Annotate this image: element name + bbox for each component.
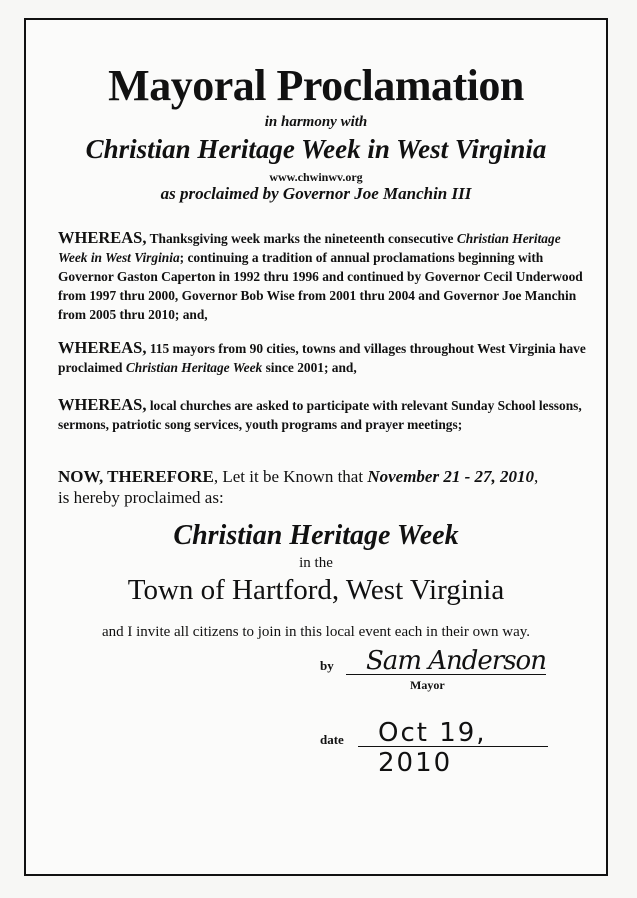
now-therefore-paragraph xyxy=(58,466,598,508)
invite-text: and I invite all citizens to join in this local event each in their own way. xyxy=(101,624,531,640)
signature-row xyxy=(320,646,560,680)
whereas-lead: WHEREAS, xyxy=(58,338,147,357)
event-heading: Christian Heritage Week in West Virginia xyxy=(85,134,547,164)
whereas-emphasis: Christian Heritage Week xyxy=(125,360,263,375)
date-row xyxy=(320,716,560,778)
whereas-paragraph xyxy=(58,338,586,377)
mayor-label: Mayor xyxy=(410,678,445,692)
signature-line xyxy=(346,674,546,675)
handwritten-date: Oct 19, 2010 xyxy=(378,718,487,778)
whereas-text: ; continuing a tradition of annual proclamations beginning with Governor Gaston Caperton in 1992 thru 1996 and continued by Governor Cecil Underwood from 1997 thru 2000, Governor Bob Wise from 2001 thru 2004 and Governor Joe Manchin from 2005 thru 2010; and, xyxy=(58,250,583,322)
document-title: Mayoral Proclamation xyxy=(108,61,524,110)
now-line2: is hereby proclaimed as: xyxy=(58,488,224,507)
whereas-text: since 2001; and, xyxy=(262,360,357,375)
in-the-text: in the xyxy=(299,555,333,571)
date-label: date xyxy=(320,732,344,747)
whereas-text: 115 mayors from 90 cities, towns and villages throughout West Virginia have proclaimed xyxy=(58,341,586,375)
date-line xyxy=(358,746,548,747)
proclaimed-event: Christian Heritage Week xyxy=(173,520,459,551)
whereas-text: local churches are asked to participate with relevant Sunday School lessons, sermons, patriotic song services, youth programs and prayer meetings; xyxy=(58,398,582,432)
whereas-paragraph xyxy=(58,395,586,434)
whereas-text: Thanksgiving week marks the nineteenth consecutive xyxy=(146,231,457,246)
by-label: by xyxy=(320,658,334,673)
now-text: , Let it be Known that xyxy=(213,467,368,486)
town-name: Town of Hartford, West Virginia xyxy=(127,574,505,606)
harmony-subtitle: in harmony with xyxy=(264,114,368,130)
whereas-paragraph xyxy=(58,228,586,324)
whereas-lead: WHEREAS, xyxy=(58,228,147,247)
now-lead: NOW, THEREFORE xyxy=(58,467,214,486)
mayor-signature: Sam Anderson xyxy=(366,646,546,676)
now-text: , xyxy=(534,467,539,486)
whereas-emphasis: Christian Heritage Week in West Virginia xyxy=(58,231,561,265)
website-text: www.chwinwv.org xyxy=(269,170,363,184)
governor-line: as proclaimed by Governor Joe Manchin III xyxy=(160,184,472,203)
event-dates: November 21 - 27, 2010 xyxy=(367,467,534,486)
whereas-lead: WHEREAS, xyxy=(58,395,147,414)
